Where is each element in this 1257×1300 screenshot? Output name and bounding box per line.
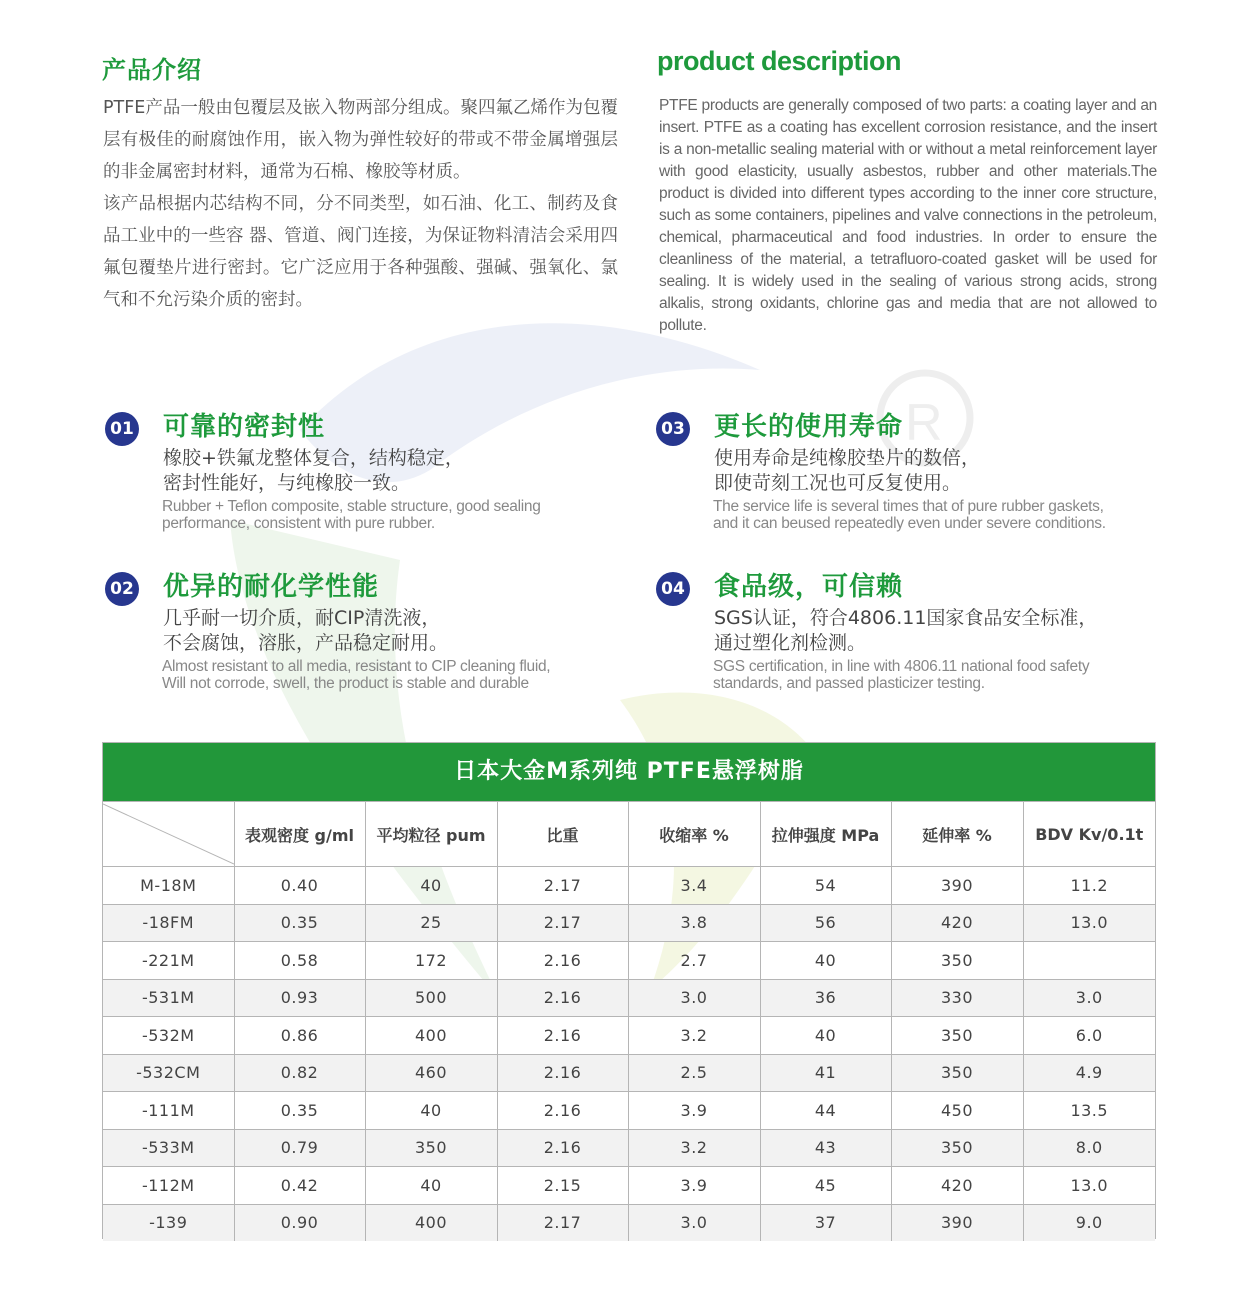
value-cell: 13.5	[1023, 1092, 1155, 1130]
value-cell: 40	[760, 1017, 891, 1055]
feature-zh-line: 即使苛刻工况也可反复使用。	[714, 472, 962, 494]
feature-en-line: and it can beused repeatedly even under severe conditions.	[713, 515, 1106, 532]
feature-title: 食品级，可信赖	[714, 572, 904, 602]
value-cell: 460	[365, 1054, 497, 1092]
feature-zh-line: 几乎耐一切介质，耐CIP清洗液，	[163, 607, 441, 629]
value-cell: 41	[760, 1054, 891, 1092]
value-cell: 0.35	[234, 1092, 365, 1130]
feature-number-badge: 01	[105, 412, 139, 446]
value-cell: 3.2	[628, 1017, 760, 1055]
feature-number-badge: 04	[656, 572, 690, 606]
value-cell: 54	[760, 867, 891, 905]
feature-zh-text	[714, 446, 1214, 496]
feature-zh-line: 橡胶+铁氟龙整体复合，结构稳定，	[163, 447, 464, 469]
value-cell: 40	[365, 867, 497, 905]
value-cell: 350	[891, 1017, 1023, 1055]
model-cell: -221M	[103, 942, 234, 980]
feature-number-badge: 02	[105, 572, 139, 606]
intro-en-title: product description	[657, 46, 902, 76]
feature-en-line: performance, consistent with pure rubber.	[162, 515, 435, 532]
table-row	[103, 979, 1155, 1017]
value-cell: 44	[760, 1092, 891, 1130]
value-cell: 40	[365, 1092, 497, 1130]
feature-title: 优异的耐化学性能	[163, 572, 380, 602]
feature-number-badge: 03	[656, 412, 690, 446]
value-cell: 6.0	[1023, 1017, 1155, 1055]
value-cell: 56	[760, 904, 891, 942]
feature-en-line: Rubber + Teflon composite, stable structure, good sealing	[162, 498, 541, 515]
header-cell: 收缩率 %	[628, 802, 760, 867]
value-cell: 330	[891, 979, 1023, 1017]
value-cell: 0.82	[234, 1054, 365, 1092]
value-cell: 350	[891, 1129, 1023, 1167]
intro-zh-title: 产品介绍	[102, 56, 202, 84]
value-cell: 9.0	[1023, 1204, 1155, 1241]
value-cell: 0.86	[234, 1017, 365, 1055]
value-cell: 500	[365, 979, 497, 1017]
table-header-row	[103, 802, 1155, 867]
value-cell: 390	[891, 867, 1023, 905]
value-cell: 2.16	[497, 942, 628, 980]
value-cell: 0.40	[234, 867, 365, 905]
feature-title: 更长的使用寿命	[714, 412, 904, 442]
value-cell: 390	[891, 1204, 1023, 1241]
feature-title: 可靠的密封性	[163, 412, 326, 442]
intro-en-body: PTFE products are generally composed of two parts: a coating layer and an insert. PTFE as a coating has excellent corrosion resistance, and the insert is a non-metallic sealing material with or without a metal reinforcement layer with good elasticity, usually asbestos, rubber and other materials.The product is divided into different types according to the inner core structure, such as some containers, pipelines and valve connections in the petroleum, chemical, pharmaceutical and food industries. In order to ensure the cleanliness of the material, a tetrafluoro-coated gasket will be used for sealing. It is widely used in the sealing of various strong acids, strong alkalis, strong oxidants, chlorine gas and media that are not allowed to pollute.	[659, 97, 1157, 334]
value-cell: 2.17	[497, 904, 628, 942]
value-cell: 40	[365, 1167, 497, 1205]
svg-text:R: R	[905, 394, 943, 452]
table-row	[103, 1129, 1155, 1167]
feature-en-line: standards, and passed plasticizer testing.	[713, 675, 985, 692]
value-cell: 40	[760, 942, 891, 980]
feature-zh-line: 使用寿命是纯橡胶垫片的数倍，	[714, 447, 981, 469]
diagonal-divider	[103, 802, 234, 866]
feature-zh-line: 密封性能好，与纯橡胶一致。	[163, 472, 411, 494]
table-title: 日本大金M系列纯 PTFE悬浮树脂	[103, 743, 1155, 801]
value-cell: 37	[760, 1204, 891, 1241]
value-cell: 3.0	[1023, 979, 1155, 1017]
feature-en-text	[713, 498, 1233, 532]
value-cell: 2.16	[497, 1129, 628, 1167]
value-cell: 2.15	[497, 1167, 628, 1205]
value-cell: 25	[365, 904, 497, 942]
header-cell: 比重	[497, 802, 628, 867]
value-cell: 2.5	[628, 1054, 760, 1092]
model-cell: -139	[103, 1204, 234, 1241]
table-row	[103, 867, 1155, 905]
feature-en-line: SGS certification, in line with 4806.11 national food safety	[713, 658, 1090, 675]
model-cell: -111M	[103, 1092, 234, 1130]
table-row	[103, 1092, 1155, 1130]
value-cell: 0.35	[234, 904, 365, 942]
value-cell: 45	[760, 1167, 891, 1205]
value-cell: 4.9	[1023, 1054, 1155, 1092]
value-cell: 3.2	[628, 1129, 760, 1167]
feature-en-line: Will not corrode, swell, the product is stable and durable	[162, 675, 529, 692]
value-cell: 0.42	[234, 1167, 365, 1205]
model-cell: -18FM	[103, 904, 234, 942]
value-cell: 3.0	[628, 979, 760, 1017]
value-cell: 450	[891, 1092, 1023, 1130]
intro-zh-paragraph: PTFE产品一般由包覆层及嵌入物两部分组成。聚四氟乙烯作为包覆层有极佳的耐腐蚀作用，嵌入物为弹性较好的带或不带金属增强层的非金属密封材料，通常为石棉、橡胶等材质。	[103, 98, 618, 182]
feature-zh-text	[714, 606, 1214, 656]
value-cell: 400	[365, 1017, 497, 1055]
model-cell: -533M	[103, 1129, 234, 1167]
table-row	[103, 942, 1155, 980]
value-cell: 3.9	[628, 1092, 760, 1130]
model-cell: -532M	[103, 1017, 234, 1055]
value-cell: 2.17	[497, 1204, 628, 1241]
header-cell: 平均粒径 pum	[365, 802, 497, 867]
spec-table-grid	[103, 801, 1155, 1241]
model-cell: -531M	[103, 979, 234, 1017]
value-cell: 3.9	[628, 1167, 760, 1205]
model-cell: M-18M	[103, 867, 234, 905]
value-cell: 0.93	[234, 979, 365, 1017]
table-row	[103, 1204, 1155, 1241]
value-cell	[1023, 942, 1155, 980]
value-cell: 2.16	[497, 1017, 628, 1055]
value-cell: 0.90	[234, 1204, 365, 1241]
table-row	[103, 1167, 1155, 1205]
feature-zh-line: 通过塑化剂检测。	[714, 632, 867, 654]
intro-zh-body	[103, 92, 618, 316]
value-cell: 172	[365, 942, 497, 980]
value-cell: 13.0	[1023, 904, 1155, 942]
value-cell: 43	[760, 1129, 891, 1167]
feature-zh-line: SGS认证，符合4806.11国家食品安全标准，	[714, 607, 1098, 629]
header-cell: 拉伸强度 MPa	[760, 802, 891, 867]
table-row	[103, 904, 1155, 942]
value-cell: 400	[365, 1204, 497, 1241]
value-cell: 2.16	[497, 1054, 628, 1092]
value-cell: 0.79	[234, 1129, 365, 1167]
value-cell: 2.16	[497, 1092, 628, 1130]
table-row	[103, 1054, 1155, 1092]
feature-en-text	[162, 498, 682, 532]
value-cell: 2.17	[497, 867, 628, 905]
feature-en-text	[162, 658, 682, 692]
feature-zh-text	[163, 606, 663, 656]
feature-zh-line: 不会腐蚀，溶胀，产品稳定耐用。	[163, 632, 449, 654]
feature-en-text	[713, 658, 1233, 692]
value-cell: 3.4	[628, 867, 760, 905]
value-cell: 2.16	[497, 979, 628, 1017]
feature-en-line: Almost resistant to all media, resistant to CIP cleaning fluid,	[162, 658, 551, 675]
header-corner-cell	[103, 802, 234, 867]
value-cell: 3.8	[628, 904, 760, 942]
model-cell: -112M	[103, 1167, 234, 1205]
header-cell: 表观密度 g/ml	[234, 802, 365, 867]
value-cell: 8.0	[1023, 1129, 1155, 1167]
table-body	[103, 867, 1155, 1242]
value-cell: 3.0	[628, 1204, 760, 1241]
intro-zh-paragraph: 该产品根据内芯结构不同，分不同类型，如石油、化工、制药及食品工业中的一些容 器、管道、阀门连接，为保证物料清洁会采用四氟包覆垫片进行密封。它广泛应用于各种强酸、强碱、强氧化、氯气和不允污染介质的密封。	[103, 194, 618, 310]
header-cell: BDV Kv/0.1t	[1023, 802, 1155, 867]
value-cell: 350	[891, 942, 1023, 980]
resin-spec-table	[102, 742, 1156, 1239]
value-cell: 0.58	[234, 942, 365, 980]
value-cell: 2.7	[628, 942, 760, 980]
value-cell: 420	[891, 1167, 1023, 1205]
value-cell: 420	[891, 904, 1023, 942]
model-cell: -532CM	[103, 1054, 234, 1092]
value-cell: 36	[760, 979, 891, 1017]
feature-en-line: The service life is several times that of pure rubber gaskets,	[713, 498, 1104, 515]
value-cell: 350	[891, 1054, 1023, 1092]
header-cell: 延伸率 %	[891, 802, 1023, 867]
value-cell: 11.2	[1023, 867, 1155, 905]
value-cell: 350	[365, 1129, 497, 1167]
table-row	[103, 1017, 1155, 1055]
value-cell: 13.0	[1023, 1167, 1155, 1205]
feature-zh-text	[163, 446, 663, 496]
